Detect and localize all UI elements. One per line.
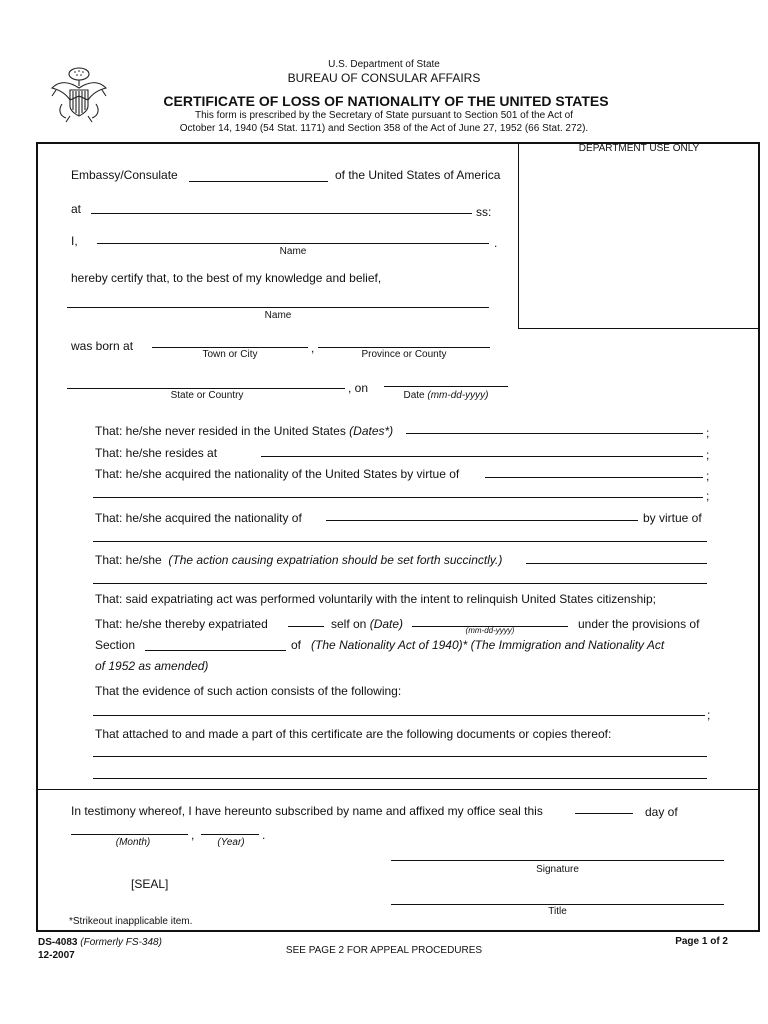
day-field[interactable] bbox=[575, 813, 633, 814]
thereby-text: That: he/she thereby expatriated bbox=[95, 617, 268, 631]
name-caption-2: Name bbox=[264, 310, 292, 321]
date-it: (Date) bbox=[369, 617, 404, 631]
appeal-note: SEE PAGE 2 FOR APPEAL PROCEDURES bbox=[285, 945, 483, 956]
acquired-us-field-2[interactable] bbox=[93, 497, 703, 498]
year-field[interactable] bbox=[201, 834, 259, 835]
self-on-text: self on bbox=[331, 617, 367, 631]
subtitle-line-1: This form is prescribed by the Secretary of State pursuant to Section 501 of the Act of bbox=[195, 110, 573, 121]
attached-field-1[interactable] bbox=[93, 756, 707, 757]
date-caption bbox=[384, 390, 508, 401]
never-resided-text: That: he/she never resided in the United States bbox=[95, 424, 346, 438]
name-field-2[interactable] bbox=[67, 307, 489, 308]
semicolon-2: ; bbox=[706, 448, 710, 462]
year-period: . bbox=[262, 828, 266, 842]
department-use-box bbox=[518, 142, 760, 329]
acquired-of-field-2[interactable] bbox=[93, 541, 707, 542]
dates-note: (Dates*) bbox=[349, 424, 394, 438]
resides-at-text: That: he/she resides at bbox=[95, 446, 218, 460]
action-statement bbox=[95, 553, 502, 567]
semicolon-3: ; bbox=[706, 469, 710, 483]
action-field[interactable] bbox=[526, 563, 707, 564]
acquired-us-text: That: he/she acquired the nationality of the United States by virtue of bbox=[95, 467, 460, 481]
acquired-of-text: That: he/she acquired the nationality of bbox=[95, 511, 302, 525]
ss-label: ss: bbox=[476, 205, 492, 219]
title-field[interactable] bbox=[391, 904, 724, 905]
month-caption: (Month) bbox=[115, 837, 151, 848]
acts-note-2: of 1952 as amended) bbox=[95, 659, 209, 673]
bureau-name: BUREAU OF CONSULAR AFFAIRS bbox=[287, 71, 481, 85]
embassy-suffix: of the United States of America bbox=[335, 168, 501, 182]
year-caption: (Year) bbox=[217, 837, 245, 848]
thereby-field[interactable] bbox=[288, 626, 324, 627]
name-caption-1: Name bbox=[279, 246, 307, 257]
period: . bbox=[494, 236, 498, 250]
evidence-field[interactable] bbox=[93, 715, 705, 716]
embassy-label: Embassy/Consulate bbox=[71, 168, 178, 182]
certify-text: hereby certify that, to the best of my knowledge and belief, bbox=[71, 271, 382, 285]
semicolon-4: ; bbox=[706, 489, 710, 503]
semicolon-5: ; bbox=[707, 708, 711, 722]
testimony-text: In testimony whereof, I have hereunto subscribed by name and affixed my office seal this bbox=[71, 804, 543, 818]
acts-note: (The Nationality Act of 1940)* (The Immigration and Nationality Act bbox=[311, 638, 665, 652]
page-title: CERTIFICATE OF LOSS OF NATIONALITY OF THE UNITED STATES bbox=[163, 93, 609, 109]
embassy-field[interactable] bbox=[189, 181, 328, 182]
department-use-label: DEPARTMENT USE ONLY bbox=[578, 143, 700, 154]
title-caption: Title bbox=[548, 906, 567, 917]
formerly-note: (Formerly FS-348) bbox=[80, 937, 162, 948]
section-divider bbox=[36, 789, 760, 790]
i-label: I, bbox=[71, 234, 78, 248]
page-number: Page 1 of 2 bbox=[675, 936, 728, 947]
province-caption: Province or County bbox=[361, 349, 447, 360]
month-comma: , bbox=[191, 828, 195, 842]
action-label: That: he/she bbox=[95, 553, 162, 567]
name-field-1[interactable] bbox=[97, 243, 489, 244]
evidence-text: That the evidence of such action consists of the following: bbox=[95, 684, 402, 698]
of-label: of bbox=[291, 638, 302, 652]
date-caption-word: Date bbox=[403, 390, 425, 401]
town-field[interactable] bbox=[152, 347, 308, 348]
subtitle-line-2: October 14, 1940 (54 Stat. 1171) and Section 358 of the Act of June 27, 1952 (66 Stat. 272). bbox=[179, 123, 589, 134]
province-field[interactable] bbox=[318, 347, 490, 348]
acquired-of-field[interactable] bbox=[326, 520, 638, 521]
day-of-text: day of bbox=[645, 805, 678, 819]
voluntary-statement: That: said expatriating act was performed voluntarily with the intent to relinquish United States citizenship; bbox=[95, 592, 656, 606]
birth-date-field[interactable] bbox=[384, 386, 508, 387]
date-format: (mm-dd-yyyy) bbox=[427, 390, 489, 401]
form-no: DS-4083 bbox=[38, 937, 78, 948]
state-field[interactable] bbox=[67, 388, 345, 389]
section-field[interactable] bbox=[145, 650, 286, 651]
under-provisions-text: under the provisions of bbox=[578, 617, 700, 631]
revision-date: 12-2007 bbox=[38, 950, 75, 961]
state-caption: State or Country bbox=[170, 390, 244, 401]
mmddyyyy-caption: (mm-dd-yyyy) bbox=[465, 626, 515, 635]
signature-caption: Signature bbox=[536, 864, 579, 875]
semicolon-1: ; bbox=[706, 426, 710, 440]
signature-field[interactable] bbox=[391, 860, 724, 861]
section-label: Section bbox=[95, 638, 136, 652]
action-field-2[interactable] bbox=[93, 583, 707, 584]
seal-label: [SEAL] bbox=[131, 877, 169, 891]
born-label: was born at bbox=[71, 339, 134, 353]
acquired-us-field[interactable] bbox=[485, 477, 703, 478]
attached-text: That attached to and made a part of this certificate are the following documents or copies thereof: bbox=[95, 727, 612, 741]
town-caption: Town or City bbox=[202, 349, 258, 360]
on-label: , on bbox=[348, 381, 369, 395]
at-label: at bbox=[71, 202, 82, 216]
by-virtue-of-text: by virtue of bbox=[643, 511, 702, 525]
attached-field-2[interactable] bbox=[93, 778, 707, 779]
self-on-label bbox=[331, 617, 403, 631]
action-note: (The action causing expatriation should be set forth succinctly.) bbox=[168, 553, 503, 567]
at-field[interactable] bbox=[91, 213, 472, 214]
strikeout-note: *Strikeout inapplicable item. bbox=[69, 916, 193, 927]
resides-at-field[interactable] bbox=[261, 456, 703, 457]
department-name: U.S. Department of State bbox=[328, 59, 440, 70]
never-resided-field[interactable] bbox=[406, 433, 703, 434]
never-resided-statement bbox=[95, 424, 393, 438]
month-field[interactable] bbox=[71, 834, 188, 835]
comma-sep: , bbox=[311, 341, 315, 355]
